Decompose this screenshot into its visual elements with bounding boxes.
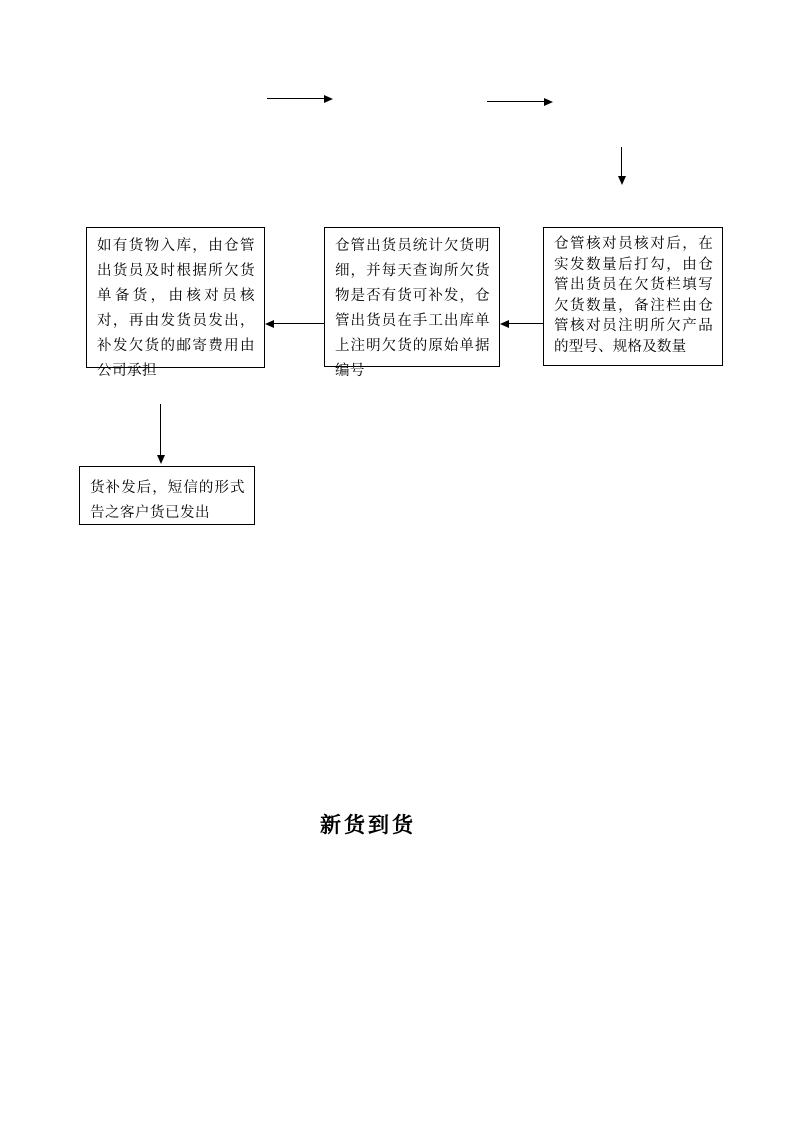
arrow-into-verification: [617, 147, 626, 185]
arrow-right-icon: [324, 95, 333, 103]
shortage-statistics-text: 仓管出货员统计欠货明细，并每天查询所欠货物是否有货可补发，仓管出货员在手工出库单上注明欠货的原始单据编号: [335, 238, 490, 379]
restock-dispatch-box: [86, 227, 265, 379]
shortage-statistics-box: [324, 227, 500, 379]
arrow-right-icon: [544, 98, 553, 106]
arrow-shaft: [160, 404, 162, 455]
sms-notify-text: 货补发后，短信的形式告之客户货已发出: [90, 480, 245, 521]
arrow-down-icon: [157, 455, 165, 464]
arrow-top-right: [487, 97, 553, 106]
arrow-shaft: [267, 98, 324, 100]
verification-text: 仓管核对员核对后，在实发数量后打勾，由仓管出货员在欠货栏填写欠货数量，备注栏由仓管核对员注明所欠产品的型号、规格及数量: [554, 236, 713, 355]
restock-dispatch-text: 如有货物入库，由仓管出货员及时根据所欠货单备货，由核对员核对，再由发货员发出，补发欠货的邮寄费用由公司承担: [97, 238, 255, 379]
arrow-top-left: [267, 94, 333, 103]
verification-box: [543, 227, 723, 366]
arrow-verification-to-statistics: [500, 319, 543, 328]
arrow-shaft: [274, 323, 324, 325]
arrow-shaft: [487, 101, 544, 103]
arrow-left-icon: [265, 320, 274, 328]
arrow-restock-to-notify: [156, 404, 165, 464]
sms-notify-box: [79, 466, 255, 525]
arrow-statistics-to-restock: [265, 319, 324, 328]
arrow-shaft: [621, 147, 623, 176]
arrow-down-icon: [618, 176, 626, 185]
page-heading: 新货到货: [320, 813, 416, 837]
arrow-shaft: [509, 323, 543, 325]
arrow-left-icon: [500, 320, 509, 328]
